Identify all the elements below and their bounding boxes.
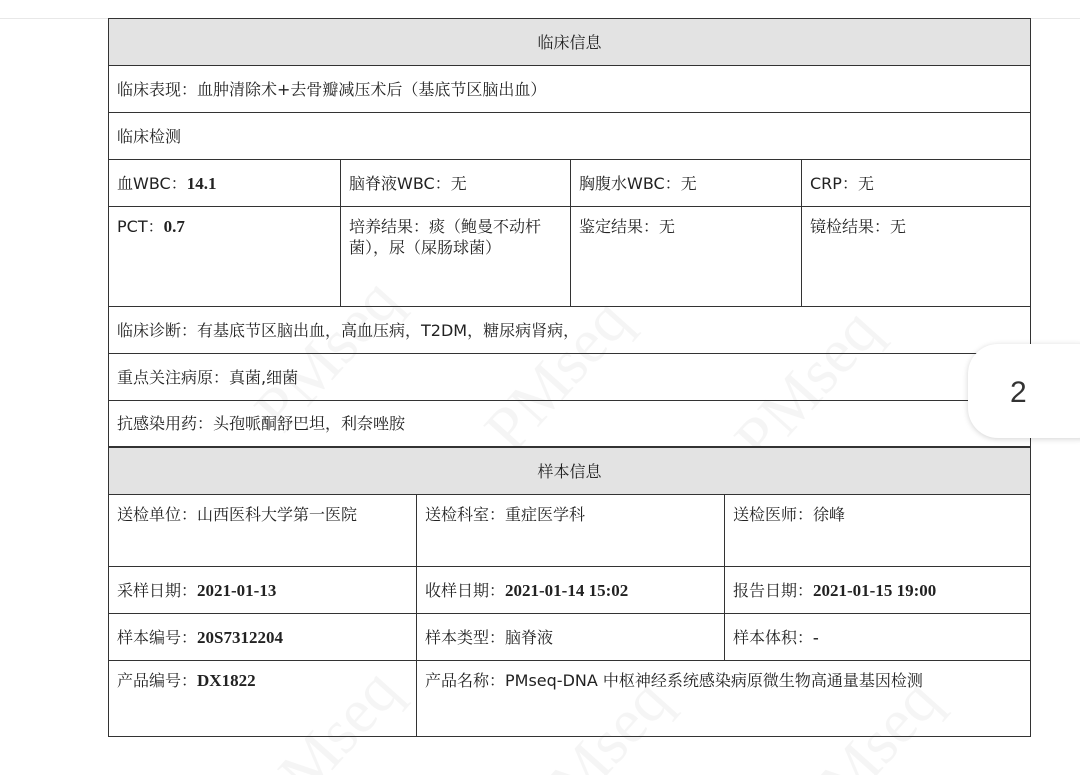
identification-result: 鉴定结果：无 (571, 207, 802, 307)
sample-type-value: 脑脊液 (505, 627, 554, 647)
submitting-unit-label: 送检单位： (117, 505, 198, 524)
collection-date (109, 567, 417, 614)
report-date-label: 报告日期： (733, 580, 814, 600)
submitting-department-label: 送检科室： (425, 505, 506, 524)
sample-volume (725, 614, 1031, 661)
pleural-wbc: 胸腹水WBC：无 (571, 160, 802, 207)
sample-info-table (108, 447, 1031, 737)
crp: CRP：无 (802, 160, 1031, 207)
receipt-date-value: 2021-01-14 15:02 (505, 580, 629, 600)
microscopy-result: 镜检结果：无 (802, 207, 1031, 307)
collection-date-label: 采样日期： (117, 580, 198, 600)
pct-value: 0.7 (163, 217, 185, 236)
submitting-unit (109, 495, 417, 567)
report-date-value: 2021-01-15 19:00 (813, 580, 937, 600)
blood-wbc-label: 血WBC： (117, 173, 187, 193)
pct-label: PCT： (117, 217, 164, 236)
sample-volume-value: - (813, 627, 819, 647)
sample-info-header: 样本信息 (109, 448, 1031, 495)
submitting-department-value: 重症医学科 (505, 505, 586, 524)
report-date (725, 567, 1031, 614)
product-number-value: DX1822 (197, 671, 256, 690)
product-number (109, 661, 417, 737)
product-number-label: 产品编号： (117, 671, 198, 690)
clinical-info-header: 临床信息 (109, 19, 1031, 66)
clinical-presentation: 临床表现：血肿清除术+去骨瓣减压术后（基底节区脑出血） (109, 66, 1031, 113)
sample-number-value: 20S7312204 (197, 627, 283, 647)
sample-type (417, 614, 725, 661)
product-name (417, 661, 1031, 737)
submitting-unit-value: 山西医科大学第一医院 (197, 505, 358, 524)
sample-type-label: 样本类型： (425, 627, 506, 647)
culture-result: 培养结果：痰（鲍曼不动杆菌），尿（屎肠球菌） (341, 207, 571, 307)
submitting-doctor-value: 徐峰 (813, 505, 846, 524)
product-name-value: PMseq-DNA 中枢神经系统感染病原微生物高通量基因检测 (505, 671, 923, 690)
antibiotics: 抗感染用药：头孢哌酮舒巴坦，利奈唑胺 (109, 401, 1031, 447)
clinical-diagnosis: 临床诊断：有基底节区脑出血，高血压病，T2DM，糖尿病肾病， (109, 307, 1031, 354)
report-document (108, 18, 1030, 737)
receipt-date-label: 收样日期： (425, 580, 506, 600)
sample-volume-label: 样本体积： (733, 627, 814, 647)
receipt-date (417, 567, 725, 614)
clinical-info-table (108, 18, 1031, 447)
sample-number-label: 样本编号： (117, 627, 198, 647)
csf-wbc: 脑脊液WBC：无 (341, 160, 571, 207)
submitting-doctor-label: 送检医师： (733, 505, 814, 524)
page-number: 2 (1010, 376, 1027, 409)
blood-wbc-value: 14.1 (186, 173, 217, 193)
sample-number (109, 614, 417, 661)
key-pathogens: 重点关注病原：真菌,细菌 (109, 354, 1031, 401)
clinical-tests-heading: 临床检测 (109, 113, 1031, 160)
submitting-department (417, 495, 725, 567)
submitting-doctor (725, 495, 1031, 567)
product-name-label: 产品名称： (425, 671, 506, 690)
collection-date-value: 2021-01-13 (197, 580, 277, 600)
pct-cell (109, 207, 341, 307)
page-number-badge (968, 344, 1080, 438)
blood-wbc-cell (109, 160, 341, 207)
